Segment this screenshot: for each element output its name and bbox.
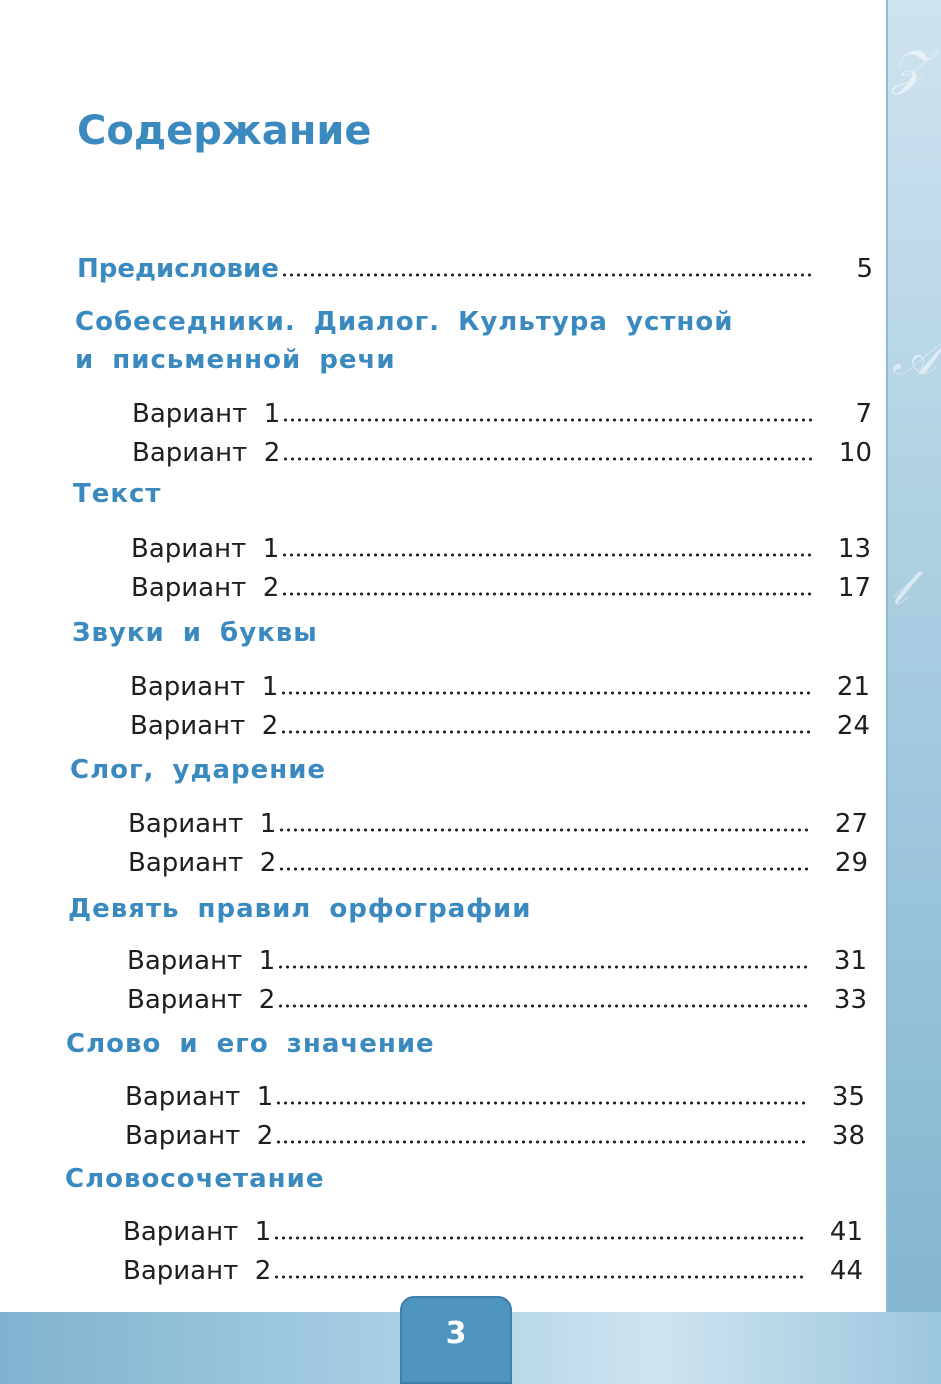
toc-entry-label: Вариант 1 <box>131 534 280 564</box>
dot-leader <box>278 828 810 832</box>
page-title: Содержание <box>77 108 372 154</box>
toc-entry-label: Предисловие <box>77 254 279 284</box>
dot-leader <box>273 1275 805 1279</box>
toc-section-title: Собеседники. Диалог. Культура устной и письменной речи <box>75 307 734 375</box>
toc-entry[interactable] <box>123 1207 863 1247</box>
dot-leader <box>277 965 809 969</box>
dot-leader <box>273 1236 805 1240</box>
toc-entry-page: 21 <box>836 672 870 702</box>
toc-entry-page: 29 <box>834 848 868 878</box>
dot-leader <box>282 418 814 422</box>
page-number-tab <box>400 1296 512 1384</box>
toc-section-title: Слог, ударение <box>70 755 327 785</box>
toc-entry-label: Вариант 1 <box>132 399 281 429</box>
toc-entry-page: 5 <box>856 254 873 284</box>
toc-entry[interactable] <box>125 1111 865 1151</box>
toc-entry[interactable] <box>131 524 871 564</box>
toc-section-title: Звуки и буквы <box>72 618 318 648</box>
dot-leader <box>280 730 812 734</box>
toc-entry-label: Вариант 2 <box>127 985 276 1015</box>
toc-section-title: Девять правил орфографии <box>68 894 532 924</box>
toc-entry-label: Вариант 1 <box>128 809 277 839</box>
toc-section-title: Словосочетание <box>65 1164 325 1194</box>
dot-leader <box>275 1101 807 1105</box>
toc-entry-page: 41 <box>829 1217 863 1247</box>
toc-entry-page: 13 <box>837 534 871 564</box>
toc-entry[interactable] <box>130 662 870 702</box>
dot-leader <box>278 867 810 871</box>
decorative-glyph: 𝒜 <box>892 330 938 386</box>
dot-leader <box>281 553 813 557</box>
toc-entry-label: Вариант 1 <box>125 1082 274 1112</box>
toc-entry-page: 7 <box>855 399 872 429</box>
toc-entry[interactable] <box>128 838 868 878</box>
toc-entry[interactable] <box>123 1246 863 1286</box>
page-number: 3 <box>445 1316 467 1351</box>
toc-entry[interactable] <box>132 389 872 429</box>
toc-entry-label: Вариант 1 <box>127 946 276 976</box>
dot-leader <box>280 691 812 695</box>
decorative-glyph: 𝓁 <box>892 560 908 616</box>
toc-entry[interactable] <box>132 428 872 468</box>
toc-section-title: Текст <box>73 479 162 509</box>
toc-entry-label: Вариант 1 <box>123 1217 272 1247</box>
toc-entry-page: 44 <box>829 1256 863 1286</box>
decorative-side-band <box>886 0 941 1384</box>
dot-leader <box>281 273 815 277</box>
toc-entry[interactable] <box>127 975 867 1015</box>
decorative-glyph: 𝒵 <box>892 40 929 96</box>
toc-entry[interactable] <box>128 799 868 839</box>
toc-entry-page: 31 <box>833 946 867 976</box>
toc-entry-label: Вариант 2 <box>131 573 280 603</box>
toc-entry-label: Вариант 1 <box>130 672 279 702</box>
dot-leader <box>275 1140 807 1144</box>
toc-entry[interactable] <box>131 563 871 603</box>
toc-entry[interactable] <box>125 1072 865 1112</box>
toc-entry-label: Вариант 2 <box>130 711 279 741</box>
dot-leader <box>281 592 813 596</box>
toc-entry-page: 38 <box>831 1121 865 1151</box>
toc-entry[interactable] <box>127 936 867 976</box>
toc-entry-label: Вариант 2 <box>128 848 277 878</box>
toc-entry-page: 27 <box>834 809 868 839</box>
toc-entry-label: Вариант 2 <box>125 1121 274 1151</box>
toc-entry-page: 24 <box>836 711 870 741</box>
toc-entry-page: 17 <box>837 573 871 603</box>
toc-entry-preface[interactable] <box>77 244 873 284</box>
toc-entry-page: 35 <box>831 1082 865 1112</box>
toc-entry-page: 33 <box>833 985 867 1015</box>
toc-entry-page: 10 <box>838 438 872 468</box>
toc-entry[interactable] <box>130 701 870 741</box>
dot-leader <box>277 1004 809 1008</box>
dot-leader <box>282 457 814 461</box>
toc-section-title: Слово и его значение <box>66 1029 435 1059</box>
toc-entry-label: Вариант 2 <box>123 1256 272 1286</box>
toc-entry-label: Вариант 2 <box>132 438 281 468</box>
